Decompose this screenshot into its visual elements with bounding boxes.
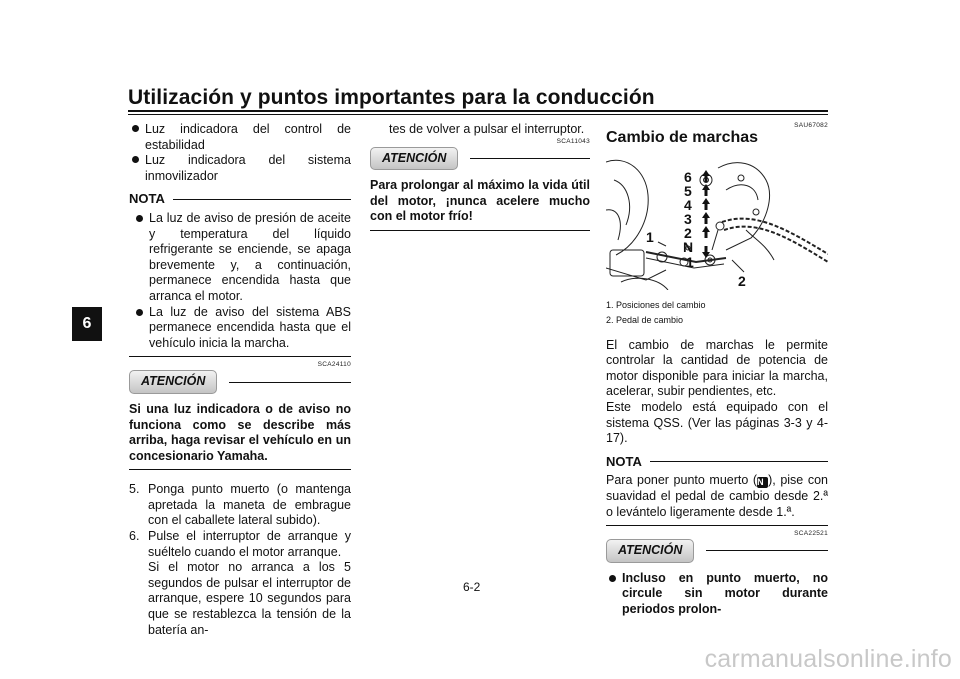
atencion-rule [229, 382, 351, 383]
nota-end-rule [606, 525, 828, 526]
gear-shift-figure [606, 150, 828, 290]
nota-header [129, 191, 351, 207]
list-item: Luz indicadora del sistema inmovilizador [129, 153, 351, 184]
nota-text-post: ), pise con suavidad el pedal de cambio desde 2.ª o levántelo ligeramente desde 1.ª. [606, 473, 828, 519]
gear-label: 5 [684, 182, 692, 199]
gear-label: 2 [684, 224, 692, 241]
atencion-header [370, 147, 590, 171]
atencion-rule [470, 158, 590, 159]
column-3 [606, 122, 828, 618]
nota-rule [173, 199, 351, 200]
nota-header [606, 454, 828, 470]
atencion-text: Si una luz indicadora o de aviso no funciona como se describe más arriba, haga revisar el vehículo en un concesionario Yamaha. [129, 401, 351, 463]
atencion-header [606, 539, 828, 563]
atencion-text: Para prolongar al máximo la vida útil del motor, ¡nunca acelere mucho con el motor frío! [370, 178, 590, 224]
gear-label: 6 [684, 168, 692, 185]
neutral-icon: N [757, 477, 768, 488]
nota-item: La luz de aviso del sistema ABS permanece encendida hasta que el vehículo inicia la marcha. [133, 305, 351, 352]
gear-label: N [683, 238, 694, 255]
step-continuation: tes de volver a pulsar el interruptor. [389, 122, 585, 136]
atencion-badge: ATENCIÓN [370, 147, 458, 171]
step-number: 6. [129, 529, 140, 544]
section-code: SCA24110 [317, 361, 351, 369]
legend-item: 2. Pedal de cambio [606, 314, 684, 325]
figure-legend [606, 298, 828, 328]
step-extra: Si el motor no arranca a los 5 segundos de pulsar el interruptor de arranque, espere 10 segundos para que se restablezca la tensión de la batería an- [148, 560, 351, 637]
legend-item: 1. Posiciones del cambio [606, 299, 706, 310]
callout-2: 2 [738, 272, 746, 289]
step-text: Pulse el interruptor de arranque y suéltelo cuando el motor arranque. [148, 529, 351, 559]
page-title: Utilización y puntos importantes para la conducción [128, 86, 655, 109]
gear-label: 1 [686, 253, 694, 270]
nota-rule [650, 461, 828, 462]
list-item: Luz indicadora del control de estabilidad [129, 122, 351, 153]
step-text: Ponga punto muerto (o mantenga apretada la maneta de embrague con el caballete lateral subido). [148, 482, 351, 528]
atencion-rule [706, 550, 828, 551]
watermark: carmanualsonline.info [704, 645, 952, 673]
section-code: SAU67082 [794, 122, 828, 129]
section-code: SCA11043 [556, 137, 590, 145]
callout-1: 1 [646, 228, 654, 245]
paragraph: El cambio de marchas le permite controlar la cantidad de potencia de motor disponible para iniciar la marcha, acelerar, subir pendientes, etc. [606, 337, 828, 399]
column-2 [370, 122, 590, 235]
page-number: 6-2 [463, 580, 481, 594]
atencion-item: Incluso en punto muerto, no circule sin motor durante periodos prolon- [606, 571, 828, 618]
paragraph: Este modelo está equipado con el sistema QSS. (Ver las páginas 3-3 y 4-17). [606, 399, 828, 446]
step-item [129, 482, 351, 529]
atencion-header [129, 370, 351, 394]
nota-text-pre: Para poner punto muerto ( [606, 473, 758, 488]
nota-end-rule [129, 356, 351, 357]
section-code: SCA22521 [794, 530, 828, 538]
atencion-badge: ATENCIÓN [129, 370, 217, 394]
step-item [129, 529, 351, 560]
column-1 [129, 122, 351, 638]
nota-label: NOTA [129, 191, 165, 207]
nota-label: NOTA [606, 453, 642, 469]
step-number: 5. [129, 482, 140, 497]
section-title: Cambio de marchas [606, 129, 759, 146]
title-rule [128, 110, 828, 112]
atencion-end-rule [129, 469, 351, 470]
nota-item: La luz de aviso de presión de aceite y temperatura del líquido refrigerante se enciende, se apaga brevemente y, a continuación, permanece encendida hasta que arranca el motor. [133, 211, 351, 305]
nota-text [606, 473, 828, 520]
gear-label: 3 [684, 210, 692, 227]
step-list [129, 482, 351, 638]
atencion-end-rule [370, 230, 590, 231]
title-rule-thin [128, 114, 828, 115]
chapter-tab[interactable]: 6 [72, 307, 102, 341]
gear-label: 4 [684, 196, 692, 213]
gear-shift-illustration [606, 150, 828, 290]
atencion-badge: ATENCIÓN [606, 539, 694, 563]
